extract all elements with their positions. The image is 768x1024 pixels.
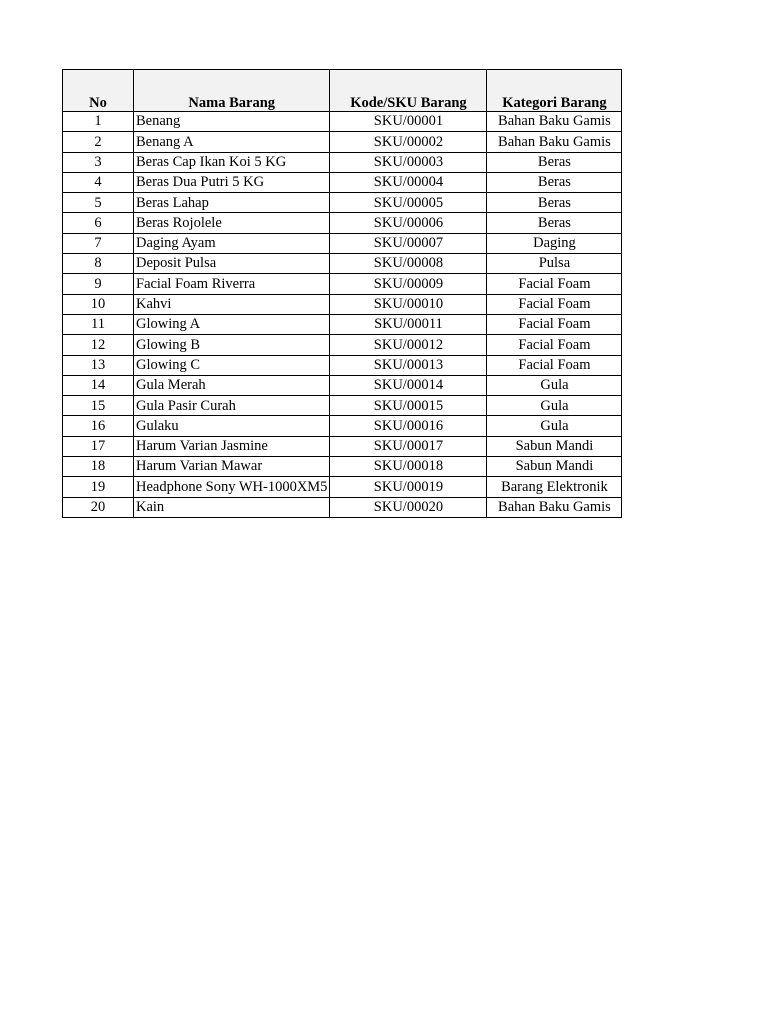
table-row <box>63 335 622 355</box>
cell-sku: SKU/00010 <box>330 294 487 314</box>
spreadsheet-page <box>62 69 622 518</box>
cell-item-name: Daging Ayam <box>134 233 330 253</box>
cell-item-name: Gula Pasir Curah <box>134 396 330 416</box>
table-row <box>63 457 622 477</box>
cell-sku: SKU/00006 <box>330 213 487 233</box>
table-row <box>63 193 622 213</box>
cell-sku: SKU/00013 <box>330 355 487 375</box>
cell-category: Sabun Mandi <box>487 436 622 456</box>
cell-item-name: Gula Merah <box>134 375 330 395</box>
cell-no: 1 <box>63 112 134 132</box>
table-row <box>63 213 622 233</box>
cell-no: 6 <box>63 213 134 233</box>
cell-sku: SKU/00017 <box>330 436 487 456</box>
table-row <box>63 294 622 314</box>
header-no: No <box>63 70 134 112</box>
cell-category: Bahan Baku Gamis <box>487 497 622 517</box>
cell-item-name: Beras Rojolele <box>134 213 330 233</box>
cell-category: Daging <box>487 233 622 253</box>
table-row <box>63 233 622 253</box>
cell-no: 10 <box>63 294 134 314</box>
cell-category: Facial Foam <box>487 294 622 314</box>
header-item-name: Nama Barang <box>134 70 330 112</box>
cell-sku: SKU/00018 <box>330 457 487 477</box>
header-row <box>63 70 622 112</box>
cell-no: 8 <box>63 254 134 274</box>
cell-sku: SKU/00003 <box>330 152 487 172</box>
cell-sku: SKU/00019 <box>330 477 487 497</box>
cell-category: Gula <box>487 375 622 395</box>
cell-item-name: Beras Lahap <box>134 193 330 213</box>
cell-category: Facial Foam <box>487 335 622 355</box>
table-row <box>63 396 622 416</box>
table-row <box>63 274 622 294</box>
cell-item-name: Benang A <box>134 132 330 152</box>
cell-sku: SKU/00012 <box>330 335 487 355</box>
cell-no: 20 <box>63 497 134 517</box>
cell-item-name: Kain <box>134 497 330 517</box>
cell-sku: SKU/00020 <box>330 497 487 517</box>
header-sku: Kode/SKU Barang <box>330 70 487 112</box>
table-body <box>63 112 622 518</box>
cell-no: 4 <box>63 172 134 192</box>
cell-sku: SKU/00015 <box>330 396 487 416</box>
cell-item-name: Headphone Sony WH-1000XM5 <box>134 477 330 497</box>
cell-category: Beras <box>487 193 622 213</box>
cell-item-name: Deposit Pulsa <box>134 254 330 274</box>
table-row <box>63 152 622 172</box>
cell-item-name: Beras Cap Ikan Koi 5 KG <box>134 152 330 172</box>
cell-category: Facial Foam <box>487 274 622 294</box>
table-row <box>63 254 622 274</box>
header-category: Kategori Barang <box>487 70 622 112</box>
cell-no: 12 <box>63 335 134 355</box>
cell-no: 17 <box>63 436 134 456</box>
cell-item-name: Beras Dua Putri 5 KG <box>134 172 330 192</box>
cell-category: Beras <box>487 172 622 192</box>
cell-sku: SKU/00005 <box>330 193 487 213</box>
cell-no: 7 <box>63 233 134 253</box>
cell-item-name: Glowing B <box>134 335 330 355</box>
table-row <box>63 416 622 436</box>
cell-category: Bahan Baku Gamis <box>487 132 622 152</box>
table-header <box>63 70 622 112</box>
cell-no: 2 <box>63 132 134 152</box>
cell-sku: SKU/00008 <box>330 254 487 274</box>
cell-sku: SKU/00016 <box>330 416 487 436</box>
cell-category: Gula <box>487 396 622 416</box>
cell-sku: SKU/00004 <box>330 172 487 192</box>
item-table <box>62 69 622 518</box>
cell-category: Gula <box>487 416 622 436</box>
cell-no: 18 <box>63 457 134 477</box>
cell-no: 5 <box>63 193 134 213</box>
cell-item-name: Harum Varian Mawar <box>134 457 330 477</box>
table-row <box>63 477 622 497</box>
cell-sku: SKU/00001 <box>330 112 487 132</box>
cell-category: Facial Foam <box>487 355 622 375</box>
cell-item-name: Kahvi <box>134 294 330 314</box>
cell-no: 19 <box>63 477 134 497</box>
cell-category: Sabun Mandi <box>487 457 622 477</box>
cell-sku: SKU/00002 <box>330 132 487 152</box>
cell-category: Barang Elektronik <box>487 477 622 497</box>
table-row <box>63 172 622 192</box>
cell-item-name: Glowing C <box>134 355 330 375</box>
table-row <box>63 355 622 375</box>
cell-no: 13 <box>63 355 134 375</box>
cell-item-name: Harum Varian Jasmine <box>134 436 330 456</box>
cell-no: 11 <box>63 314 134 334</box>
cell-item-name: Benang <box>134 112 330 132</box>
cell-item-name: Gulaku <box>134 416 330 436</box>
cell-sku: SKU/00007 <box>330 233 487 253</box>
cell-category: Facial Foam <box>487 314 622 334</box>
cell-category: Pulsa <box>487 254 622 274</box>
table-row <box>63 375 622 395</box>
cell-category: Beras <box>487 213 622 233</box>
cell-sku: SKU/00011 <box>330 314 487 334</box>
cell-no: 14 <box>63 375 134 395</box>
cell-sku: SKU/00009 <box>330 274 487 294</box>
table-row <box>63 112 622 132</box>
cell-no: 9 <box>63 274 134 294</box>
table-row <box>63 436 622 456</box>
cell-sku: SKU/00014 <box>330 375 487 395</box>
cell-no: 15 <box>63 396 134 416</box>
cell-no: 16 <box>63 416 134 436</box>
table-row <box>63 314 622 334</box>
table-row <box>63 497 622 517</box>
cell-category: Beras <box>487 152 622 172</box>
cell-item-name: Facial Foam Riverra <box>134 274 330 294</box>
table-row <box>63 132 622 152</box>
cell-no: 3 <box>63 152 134 172</box>
cell-category: Bahan Baku Gamis <box>487 112 622 132</box>
cell-item-name: Glowing A <box>134 314 330 334</box>
